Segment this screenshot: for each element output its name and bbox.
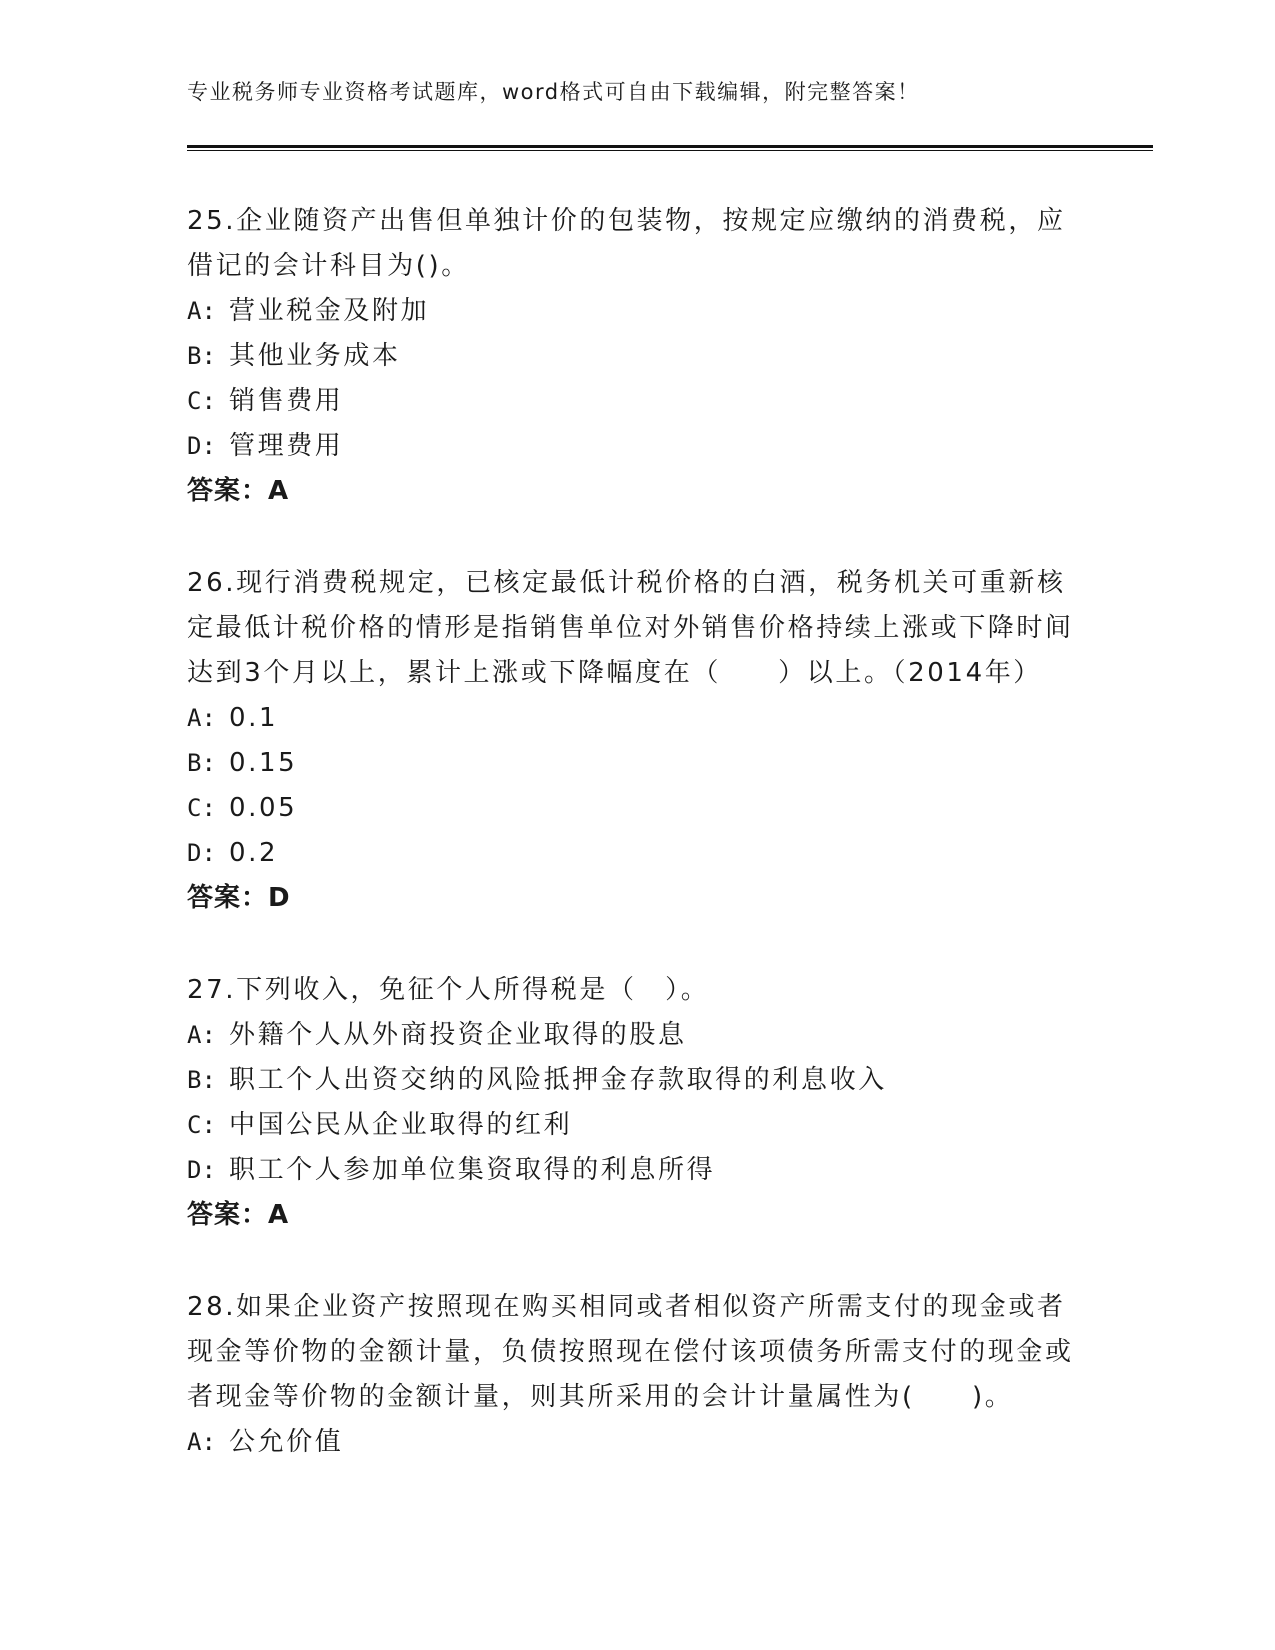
option-key: D: [187, 839, 216, 867]
question-stem: 28.如果企业资产按照现在购买相同或者相似资产所需支付的现金或者现金等价物的金额计量，负债按照现在偿付该项债务所需支付的现金或者现金等价物的金额计量，则其所采用的会计计量属性为( )。 [187, 1292, 1074, 1412]
question-26 [187, 561, 1087, 921]
page-header-text: 专业税务师专业资格考试题库，word格式可自由下载编辑，附完整答案！ [187, 80, 920, 104]
option-key: B: [187, 342, 216, 370]
option-key: A: [187, 1428, 216, 1456]
option-c [187, 379, 1087, 424]
option-text: 0.05 [229, 793, 298, 823]
option-a [187, 696, 1087, 741]
option-text: 销售费用 [229, 386, 344, 416]
option-text: 中国公民从企业取得的红利 [229, 1110, 573, 1140]
option-a [187, 1013, 1087, 1058]
header-divider-thin [187, 150, 1153, 151]
question-stem: 25.企业随资产出售但单独计价的包装物，按规定应缴纳的消费税，应借记的会计科目为()。 [187, 206, 1066, 281]
option-d [187, 1148, 1087, 1193]
header-divider-thick [187, 145, 1153, 148]
option-key: D: [187, 432, 216, 460]
option-a [187, 1420, 1087, 1465]
question-28 [187, 1285, 1087, 1465]
option-c [187, 786, 1087, 831]
option-d [187, 424, 1087, 469]
question-stem: 26.现行消费税规定，已核定最低计税价格的白酒，税务机关可重新核定最低计税价格的情形是指销售单位对外销售价格持续上涨或下降时间达到3个月以上，累计上涨或下降幅度在（ ）以上。（2014年） [187, 568, 1074, 688]
option-key: C: [187, 794, 216, 822]
option-text: 0.1 [229, 703, 279, 733]
option-text: 其他业务成本 [229, 341, 401, 371]
question-stem: 27.下列收入，免征个人所得税是（ ）。 [187, 975, 710, 1005]
option-key: D: [187, 1156, 216, 1184]
option-c [187, 1103, 1087, 1148]
answer-line: 答案：A [187, 1200, 290, 1230]
question-list [187, 199, 1087, 1465]
option-key: A: [187, 297, 216, 325]
option-text: 外籍个人从外商投资企业取得的股息 [229, 1020, 687, 1050]
answer-line: 答案：A [187, 476, 290, 506]
option-key: B: [187, 749, 216, 777]
question-27 [187, 968, 1087, 1238]
option-text: 职工个人出资交纳的风险抵押金存款取得的利息收入 [229, 1065, 887, 1095]
option-text: 管理费用 [229, 431, 344, 461]
option-text: 0.2 [229, 838, 279, 868]
option-text: 0.15 [229, 748, 298, 778]
option-key: B: [187, 1066, 216, 1094]
option-b [187, 334, 1087, 379]
option-b [187, 1058, 1087, 1103]
answer-line: 答案：D [187, 883, 291, 913]
option-key: A: [187, 704, 216, 732]
option-d [187, 831, 1087, 876]
option-key: A: [187, 1021, 216, 1049]
option-text: 公允价值 [229, 1427, 344, 1457]
option-a [187, 289, 1087, 334]
option-text: 职工个人参加单位集资取得的利息所得 [229, 1155, 716, 1185]
option-text: 营业税金及附加 [229, 296, 430, 326]
option-b [187, 741, 1087, 786]
option-key: C: [187, 1111, 216, 1139]
question-25 [187, 199, 1087, 514]
option-key: C: [187, 387, 216, 415]
